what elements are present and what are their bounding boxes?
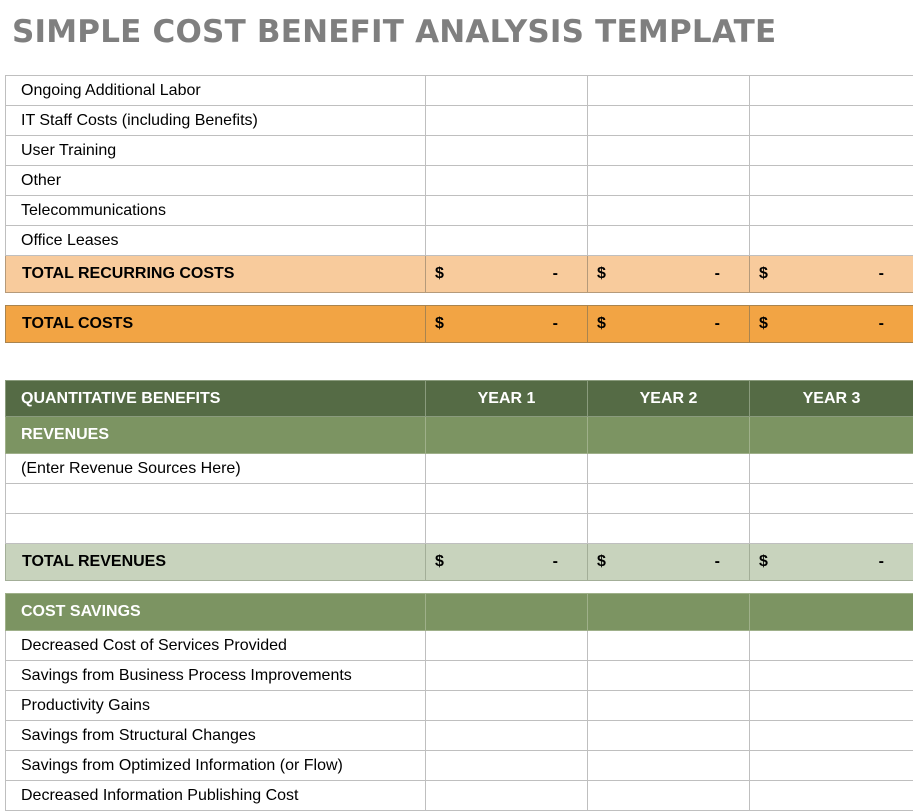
recurring-costs-table xyxy=(5,75,913,293)
row-label[interactable] xyxy=(6,484,426,514)
row-label[interactable]: Office Leases xyxy=(6,226,426,256)
total-revenues-label[interactable]: TOTAL REVENUES xyxy=(6,544,426,581)
currency-symbol: $ xyxy=(597,553,606,571)
row-label[interactable]: Savings from Optimized Information (or Flow) xyxy=(6,751,426,781)
total-recurring-costs-row xyxy=(6,256,913,293)
year-2-cell[interactable] xyxy=(588,454,750,484)
year-3-cell[interactable] xyxy=(750,514,913,544)
year-2-cell[interactable] xyxy=(588,661,750,691)
row-label[interactable]: Productivity Gains xyxy=(6,691,426,721)
section-cell xyxy=(588,417,750,454)
table-row xyxy=(6,661,913,691)
total-value: - xyxy=(879,315,884,333)
year-1-total[interactable] xyxy=(426,544,588,581)
year-1-cell[interactable] xyxy=(426,106,588,136)
currency-symbol: $ xyxy=(597,315,606,333)
section-cell xyxy=(750,594,913,631)
currency-symbol: $ xyxy=(759,315,768,333)
year-3-cell[interactable] xyxy=(750,136,913,166)
year-3-cell[interactable] xyxy=(750,76,913,106)
year-1-cell[interactable] xyxy=(426,136,588,166)
year-2-cell[interactable] xyxy=(588,106,750,136)
revenues-label: REVENUES xyxy=(6,417,426,454)
year-3-cell[interactable] xyxy=(750,106,913,136)
year-1-header: YEAR 1 xyxy=(426,381,588,417)
row-label[interactable]: User Training xyxy=(6,136,426,166)
year-1-cell[interactable] xyxy=(426,721,588,751)
total-costs-table xyxy=(5,305,913,343)
row-label[interactable]: Other xyxy=(6,166,426,196)
row-label[interactable]: IT Staff Costs (including Benefits) xyxy=(6,106,426,136)
total-value: - xyxy=(879,553,884,571)
benefits-header-row xyxy=(6,381,913,417)
row-label[interactable]: Savings from Structural Changes xyxy=(6,721,426,751)
table-row xyxy=(6,514,913,544)
year-2-total[interactable] xyxy=(588,256,750,293)
table-row xyxy=(6,166,913,196)
cost-savings-table xyxy=(5,593,913,811)
table-row xyxy=(6,106,913,136)
total-value: - xyxy=(715,553,720,571)
total-value: - xyxy=(715,265,720,283)
year-1-cell[interactable] xyxy=(426,484,588,514)
year-2-cell[interactable] xyxy=(588,631,750,661)
table-row xyxy=(6,631,913,661)
year-1-cell[interactable] xyxy=(426,661,588,691)
currency-symbol: $ xyxy=(435,265,444,283)
benefits-header-label: QUANTITATIVE BENEFITS xyxy=(6,381,426,417)
table-row xyxy=(6,196,913,226)
year-2-cell[interactable] xyxy=(588,691,750,721)
year-3-total[interactable] xyxy=(750,256,913,293)
year-2-cell[interactable] xyxy=(588,721,750,751)
total-value: - xyxy=(879,265,884,283)
year-1-cell[interactable] xyxy=(426,691,588,721)
year-3-cell[interactable] xyxy=(750,166,913,196)
year-3-cell[interactable] xyxy=(750,226,913,256)
year-1-cell[interactable] xyxy=(426,751,588,781)
year-3-cell[interactable] xyxy=(750,661,913,691)
section-cell xyxy=(426,594,588,631)
year-2-total[interactable] xyxy=(588,306,750,343)
year-2-header: YEAR 2 xyxy=(588,381,750,417)
currency-symbol: $ xyxy=(435,315,444,333)
year-1-cell[interactable] xyxy=(426,454,588,484)
year-3-total[interactable] xyxy=(750,544,913,581)
year-2-cell[interactable] xyxy=(588,196,750,226)
table-row xyxy=(6,484,913,514)
year-2-cell[interactable] xyxy=(588,751,750,781)
table-row xyxy=(6,454,913,484)
table-row xyxy=(6,136,913,166)
year-3-cell[interactable] xyxy=(750,631,913,661)
year-1-cell[interactable] xyxy=(426,166,588,196)
year-1-total[interactable] xyxy=(426,306,588,343)
year-3-total[interactable] xyxy=(750,306,913,343)
year-1-cell[interactable] xyxy=(426,226,588,256)
total-value: - xyxy=(553,315,558,333)
year-1-total[interactable] xyxy=(426,256,588,293)
year-3-cell[interactable] xyxy=(750,781,913,811)
total-recurring-costs-label[interactable]: TOTAL RECURRING COSTS xyxy=(6,256,426,293)
row-label[interactable] xyxy=(6,514,426,544)
year-2-cell[interactable] xyxy=(588,76,750,106)
row-label[interactable]: Decreased Cost of Services Provided xyxy=(6,631,426,661)
table-row xyxy=(6,76,913,106)
total-revenues-row xyxy=(6,544,913,581)
table-row xyxy=(6,691,913,721)
total-costs-label[interactable]: TOTAL COSTS xyxy=(6,306,426,343)
year-1-cell[interactable] xyxy=(426,514,588,544)
year-1-cell[interactable] xyxy=(426,631,588,661)
year-2-cell[interactable] xyxy=(588,136,750,166)
total-value: - xyxy=(553,265,558,283)
year-2-total[interactable] xyxy=(588,544,750,581)
year-2-cell[interactable] xyxy=(588,166,750,196)
total-value: - xyxy=(715,315,720,333)
table-row xyxy=(6,226,913,256)
cost-savings-label: COST SAVINGS xyxy=(6,594,426,631)
section-cell xyxy=(750,417,913,454)
currency-symbol: $ xyxy=(759,265,768,283)
year-1-cell[interactable] xyxy=(426,196,588,226)
currency-symbol: $ xyxy=(597,265,606,283)
year-3-cell[interactable] xyxy=(750,454,913,484)
year-2-cell[interactable] xyxy=(588,781,750,811)
year-3-header: YEAR 3 xyxy=(750,381,913,417)
row-label[interactable]: Ongoing Additional Labor xyxy=(6,76,426,106)
row-label[interactable]: Savings from Business Process Improvements xyxy=(6,661,426,691)
table-row xyxy=(6,781,913,811)
year-1-cell[interactable] xyxy=(426,781,588,811)
year-3-cell[interactable] xyxy=(750,196,913,226)
year-3-cell[interactable] xyxy=(750,751,913,781)
year-2-cell[interactable] xyxy=(588,484,750,514)
page-title: SIMPLE COST BENEFIT ANALYSIS TEMPLATE xyxy=(12,14,776,50)
year-2-cell[interactable] xyxy=(588,226,750,256)
row-label[interactable]: Decreased Information Publishing Cost xyxy=(6,781,426,811)
total-costs-row xyxy=(6,306,913,343)
currency-symbol: $ xyxy=(435,553,444,571)
cost-savings-section-row xyxy=(6,594,913,631)
currency-symbol: $ xyxy=(759,553,768,571)
year-2-cell[interactable] xyxy=(588,514,750,544)
table-row xyxy=(6,751,913,781)
row-label[interactable]: Telecommunications xyxy=(6,196,426,226)
total-value: - xyxy=(553,553,558,571)
year-3-cell[interactable] xyxy=(750,721,913,751)
year-1-cell[interactable] xyxy=(426,76,588,106)
row-label[interactable]: (Enter Revenue Sources Here) xyxy=(6,454,426,484)
section-cell xyxy=(588,594,750,631)
benefits-table xyxy=(5,380,913,581)
section-cell xyxy=(426,417,588,454)
revenues-section-row xyxy=(6,417,913,454)
year-3-cell[interactable] xyxy=(750,484,913,514)
table-row xyxy=(6,721,913,751)
year-3-cell[interactable] xyxy=(750,691,913,721)
